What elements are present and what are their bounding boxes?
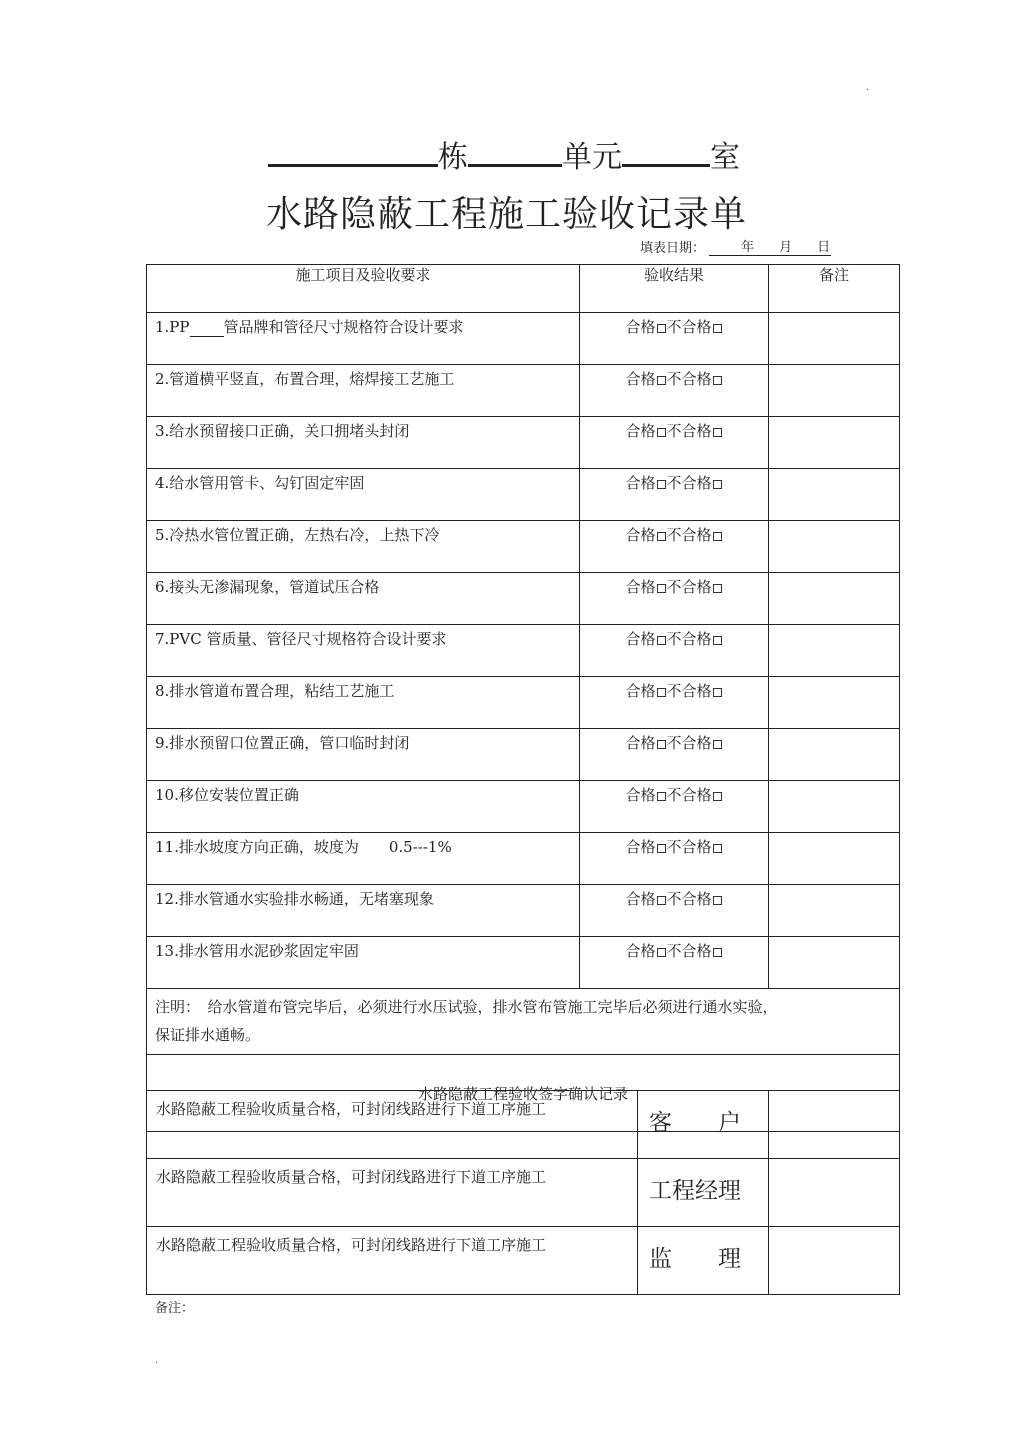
item-cell: [147, 417, 580, 469]
fill-date-line: [709, 241, 831, 256]
table-row: [147, 365, 900, 417]
fail-checkbox[interactable]: [713, 376, 722, 385]
unit-address-line: [268, 134, 740, 178]
fail-label: 不合格: [666, 318, 712, 336]
remark-cell[interactable]: [769, 521, 900, 573]
remark-cell[interactable]: [769, 729, 900, 781]
fail-checkbox[interactable]: [713, 428, 722, 437]
unit-label: 单元: [562, 140, 622, 175]
fail-checkbox[interactable]: [713, 740, 722, 749]
remark-cell[interactable]: [769, 365, 900, 417]
remark-cell[interactable]: [769, 677, 900, 729]
corner-dot-top: .: [866, 82, 870, 93]
table-row: [147, 781, 900, 833]
fail-label: 不合格: [666, 474, 712, 492]
remark-cell[interactable]: [769, 313, 900, 365]
table-row: [147, 625, 900, 677]
remark-cell[interactable]: [769, 937, 900, 989]
table-row: [147, 885, 900, 937]
result-cell: [580, 521, 769, 573]
item-cell: [147, 729, 580, 781]
item-cell: [147, 937, 580, 989]
signature-statement: 水路隐蔽工程验收质量合格，可封闭线路进行下道工序施工: [156, 1100, 547, 1118]
item-text: 12.排水管通水实验排水畅通，无堵塞现象: [155, 890, 434, 908]
page-title: 水路隐蔽工程施工验收记录单: [266, 194, 748, 235]
pass-label: 合格: [625, 526, 656, 544]
fail-label: 不合格: [666, 890, 712, 908]
item-text: 5.冷热水管位置正确，左热右冷，上热下冷: [155, 526, 440, 544]
item-text: 8.排水管道布置合理，粘结工艺施工: [155, 682, 395, 700]
fail-label: 不合格: [666, 578, 712, 596]
day-label: 日: [817, 240, 831, 255]
pass-label: 合格: [625, 318, 656, 336]
header-remark: 备注: [818, 266, 849, 284]
item-text: 4.给水管用管卡、勾钉固定牢固: [155, 474, 365, 492]
signature-field[interactable]: [769, 1227, 900, 1295]
item-cell: [147, 833, 580, 885]
result-cell: [580, 677, 769, 729]
fail-checkbox[interactable]: [713, 948, 722, 957]
fail-label: 不合格: [666, 786, 712, 804]
result-cell: [580, 833, 769, 885]
table-row: [147, 573, 900, 625]
table-header-row: [147, 265, 900, 313]
pass-checkbox[interactable]: [657, 740, 666, 749]
fail-label: 不合格: [666, 838, 712, 856]
fail-checkbox[interactable]: [713, 792, 722, 801]
item-text: 9.排水预留口位置正确，管口临时封闭: [155, 734, 410, 752]
pass-label: 合格: [625, 630, 656, 648]
fail-label: 不合格: [666, 526, 712, 544]
note-line-2: 保证排水通畅。: [155, 1026, 261, 1044]
signature-role: 客 户: [649, 1110, 741, 1136]
pass-checkbox[interactable]: [657, 584, 666, 593]
item-cell: [147, 677, 580, 729]
header-remark-cell: [769, 265, 900, 313]
signature-field[interactable]: [769, 1159, 900, 1227]
pass-label: 合格: [625, 422, 656, 440]
fail-checkbox[interactable]: [713, 532, 722, 541]
pass-label: 合格: [625, 890, 656, 908]
pass-checkbox[interactable]: [657, 324, 666, 333]
item-text: 3.给水预留接口正确，关口拥堵头封闭: [155, 422, 410, 440]
sign-title: 水路隐蔽工程验收签字确认记录: [147, 1055, 900, 1132]
fail-label: 不合格: [666, 682, 712, 700]
signature-statement-cell: [147, 1091, 638, 1159]
signature-row: [147, 1091, 900, 1159]
year-label: 年: [741, 240, 755, 255]
pass-checkbox[interactable]: [657, 428, 666, 437]
fail-label: 不合格: [666, 422, 712, 440]
table-row: [147, 313, 900, 365]
signature-statement: 水路隐蔽工程验收质量合格，可封闭线路进行下道工序施工: [156, 1236, 547, 1254]
table-row: [147, 729, 900, 781]
pass-checkbox[interactable]: [657, 376, 666, 385]
signature-statement-cell: [147, 1159, 638, 1227]
header-item: 施工项目及验收要求: [295, 266, 431, 284]
note-row: [147, 989, 900, 1055]
signature-role: 监 理: [649, 1246, 741, 1272]
item-cell: [147, 781, 580, 833]
pass-checkbox[interactable]: [657, 948, 666, 957]
fail-checkbox[interactable]: [713, 896, 722, 905]
item-text: 11.排水坡度方向正确，坡度为 0.5---1%: [155, 838, 452, 856]
item-text: 2.管道横平竖直，布置合理，熔焊接工艺施工: [155, 370, 455, 388]
pass-checkbox[interactable]: [657, 636, 666, 645]
footer-remark: 备注：: [155, 1301, 195, 1316]
fill-date-label: 填表日期：: [640, 241, 706, 256]
signature-table: [146, 1090, 900, 1295]
pass-checkbox[interactable]: [657, 844, 666, 853]
item-cell: [147, 573, 580, 625]
pass-label: 合格: [625, 370, 656, 388]
item-text: 13.排水管用水泥砂浆固定牢固: [155, 942, 359, 960]
table-row: [147, 469, 900, 521]
pass-label: 合格: [625, 786, 656, 804]
header-result: 验收结果: [643, 266, 704, 284]
signature-row: [147, 1159, 900, 1227]
fail-checkbox[interactable]: [713, 584, 722, 593]
result-cell: [580, 625, 769, 677]
pass-label: 合格: [625, 734, 656, 752]
building-label: 栋: [438, 140, 468, 175]
item-cell: [147, 625, 580, 677]
fail-checkbox[interactable]: [713, 324, 722, 333]
item-text: 管品牌和管径尺寸规格符合设计要求: [223, 318, 464, 336]
fail-label: 不合格: [666, 630, 712, 648]
item-text: 6.接头无渗漏现象，管道试压合格: [155, 578, 380, 596]
result-cell: [580, 885, 769, 937]
fail-checkbox[interactable]: [713, 480, 722, 489]
pass-checkbox[interactable]: [657, 532, 666, 541]
fail-checkbox[interactable]: [713, 636, 722, 645]
pass-label: 合格: [625, 838, 656, 856]
result-cell: [580, 781, 769, 833]
pass-label: 合格: [625, 474, 656, 492]
fail-checkbox[interactable]: [713, 844, 722, 853]
note-line-1: 注明： 给水管道布管完毕后，必须进行水压试验，排水管布管施工完毕后必须进行通水实验，: [155, 998, 778, 1016]
table-row: [147, 677, 900, 729]
table-row: [147, 417, 900, 469]
table-row: [147, 937, 900, 989]
signature-role-cell: [638, 1159, 769, 1227]
fill-date: [640, 237, 831, 256]
pass-checkbox[interactable]: [657, 792, 666, 801]
item-text: 10.移位安装位置正确: [155, 786, 299, 804]
fail-label: 不合格: [666, 370, 712, 388]
header-result-cell: [580, 265, 769, 313]
unit-blank: [468, 134, 562, 167]
signature-role: 工程经理: [649, 1178, 741, 1204]
result-cell: [580, 573, 769, 625]
fail-checkbox[interactable]: [713, 688, 722, 697]
pass-label: 合格: [625, 578, 656, 596]
note-cell: [147, 989, 900, 1055]
item-blank: [190, 322, 224, 337]
remark-cell[interactable]: [769, 573, 900, 625]
result-cell: [580, 365, 769, 417]
remark-cell[interactable]: [769, 781, 900, 833]
remark-cell[interactable]: [769, 833, 900, 885]
table-row: [147, 521, 900, 573]
remark-cell[interactable]: [769, 885, 900, 937]
pass-checkbox[interactable]: [657, 480, 666, 489]
room-blank: [622, 134, 710, 167]
fail-label: 不合格: [666, 942, 712, 960]
result-cell: [580, 937, 769, 989]
remark-cell[interactable]: [769, 625, 900, 677]
item-cell: [147, 521, 580, 573]
table-row: [147, 833, 900, 885]
signature-role-cell: [638, 1091, 769, 1159]
remark-cell[interactable]: [769, 469, 900, 521]
pass-label: 合格: [625, 942, 656, 960]
signature-role-cell: [638, 1227, 769, 1295]
month-label: 月: [779, 240, 793, 255]
remark-cell[interactable]: [769, 417, 900, 469]
item-cell: [147, 885, 580, 937]
result-cell: [580, 729, 769, 781]
result-cell: [580, 417, 769, 469]
item-cell: [147, 365, 580, 417]
result-cell: [580, 313, 769, 365]
item-cell: [147, 469, 580, 521]
building-blank: [268, 134, 438, 167]
corner-dot-bottom: .: [155, 1355, 159, 1366]
item-cell: [147, 313, 580, 365]
signature-statement-cell: [147, 1227, 638, 1295]
header-item-cell: [147, 265, 580, 313]
item-text: 7.PVC 管质量、管径尺寸规格符合设计要求: [155, 630, 447, 648]
signature-row: [147, 1227, 900, 1295]
pass-checkbox[interactable]: [657, 896, 666, 905]
inspection-table: [146, 264, 900, 1132]
item-prefix: 1.PP: [155, 318, 190, 336]
signature-statement: 水路隐蔽工程验收质量合格，可封闭线路进行下道工序施工: [156, 1168, 547, 1186]
pass-label: 合格: [625, 682, 656, 700]
fail-label: 不合格: [666, 734, 712, 752]
pass-checkbox[interactable]: [657, 688, 666, 697]
signature-field[interactable]: [769, 1091, 900, 1159]
result-cell: [580, 469, 769, 521]
room-label: 室: [710, 140, 740, 175]
